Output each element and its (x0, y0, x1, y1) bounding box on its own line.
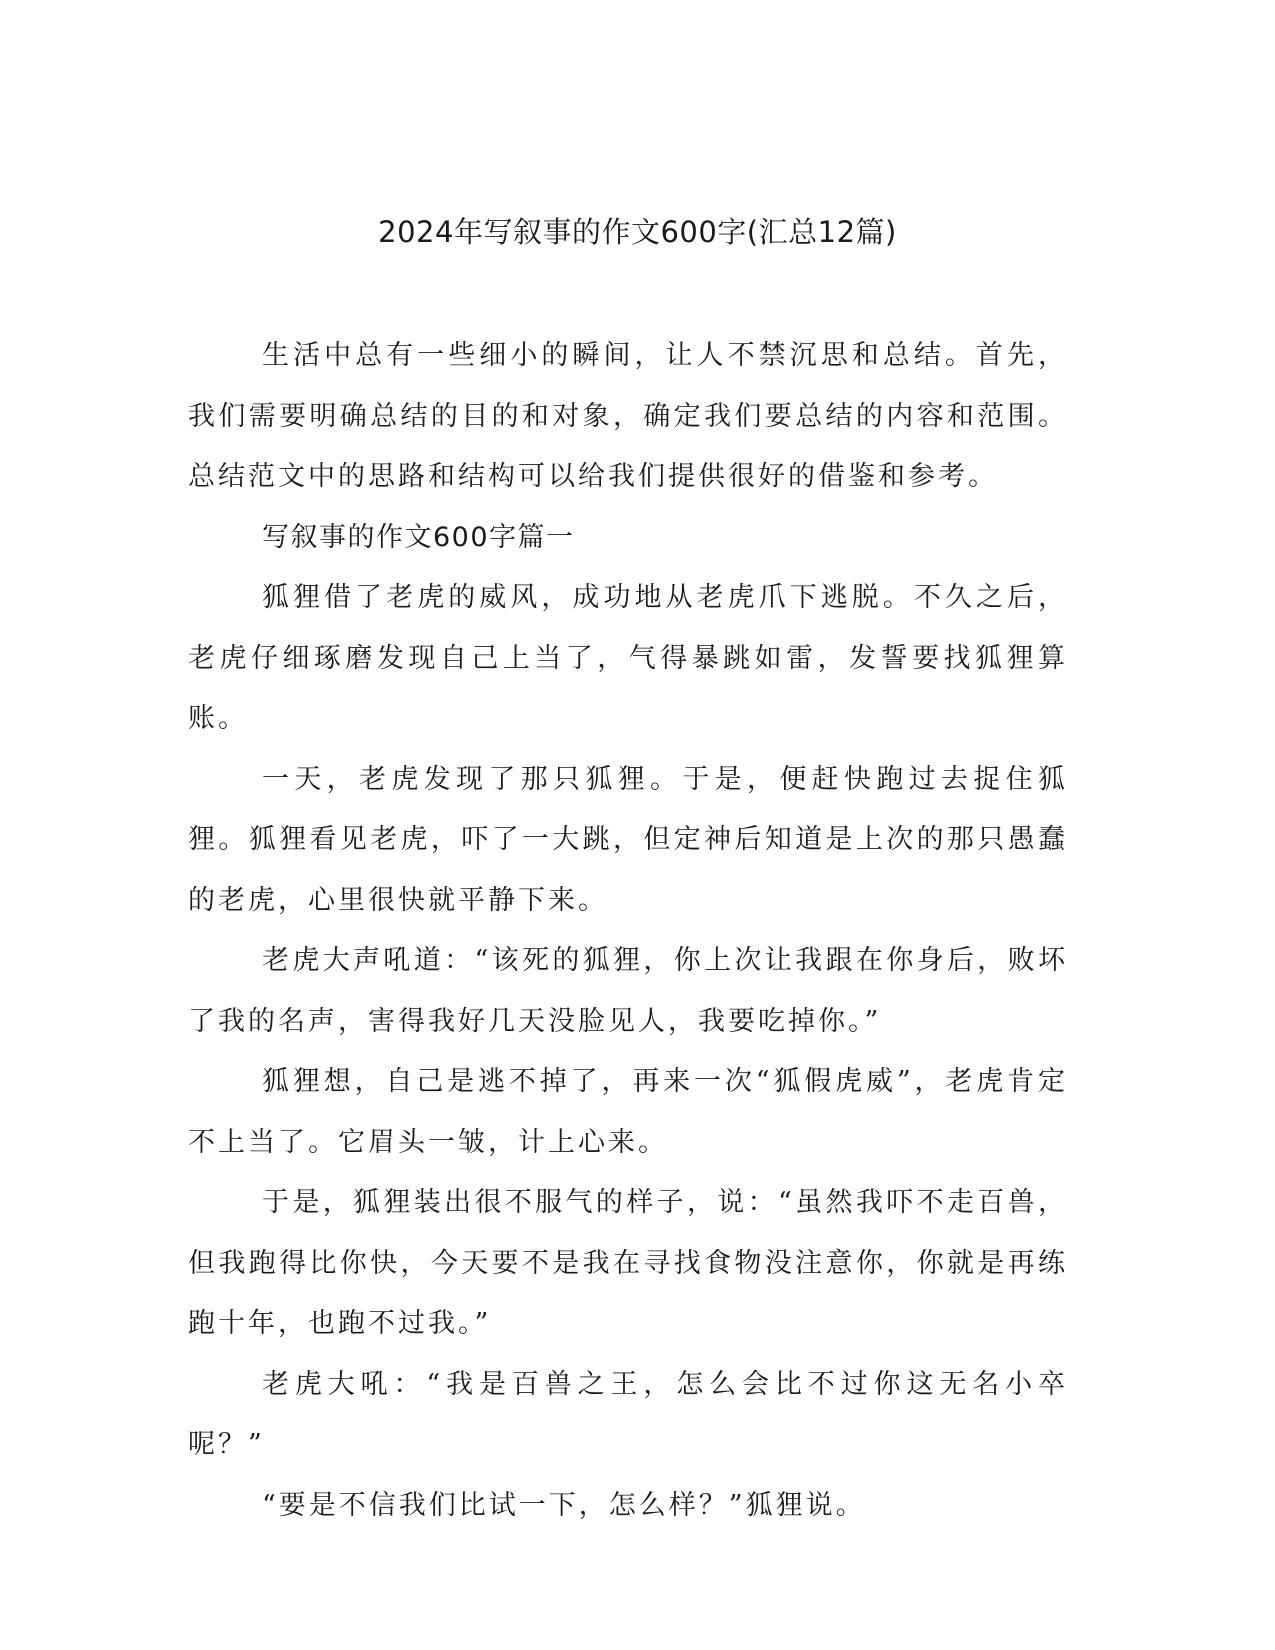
story-paragraph: “要是不信我们比试一下，怎么样？”狐狸说。 (262, 1489, 866, 1521)
story-paragraph: 狐狸想，自己是逃不掉了，再来一次“狐假虎威”，老虎肯定不上当了。它眉头一皱，计上心来。 (188, 1066, 1068, 1158)
story-paragraph: 一天，老虎发现了那只狐狸。于是，便赶快跑过去捉住狐狸。狐狸看见老虎，吓了一大跳，但定神后知道是上次的那只愚蠢的老虎，心里很快就平静下来。 (188, 763, 1068, 916)
story-paragraph: 老虎大声吼道：“该死的狐狸，你上次让我跟在你身后，败坏了我的名声，害得我好几天没脸见人，我要吃掉你。” (188, 945, 1068, 1037)
intro-paragraph: 生活中总有一些细小的瞬间，让人不禁沉思和总结。首先，我们需要明确总结的目的和对象，确定我们要总结的内容和范围。总结范文中的思路和结构可以给我们提供很好的借鉴和参考。 (188, 340, 1068, 492)
story-paragraph: 于是，狐狸装出很不服气的样子，说：“虽然我吓不走百兽，但我跑得比你快，今天要不是我在寻找食物没注意你，你就是再练跑十年，也跑不过我。” (188, 1187, 1068, 1339)
story-paragraph: 老虎大吼：“我是百兽之王，怎么会比不过你这无名小卒呢？” (188, 1368, 1068, 1460)
section-heading: 写叙事的作文600字篇一 (262, 521, 575, 553)
document-body (188, 326, 1068, 1536)
story-paragraph: 狐狸借了老虎的威风，成功地从老虎爪下逃脱。不久之后，老虎仔细琢磨发现自己上当了，气得暴跳如雷，发誓要找狐狸算账。 (188, 582, 1068, 734)
document-title: 2024年写叙事的作文600字(汇总12篇) (378, 215, 897, 249)
